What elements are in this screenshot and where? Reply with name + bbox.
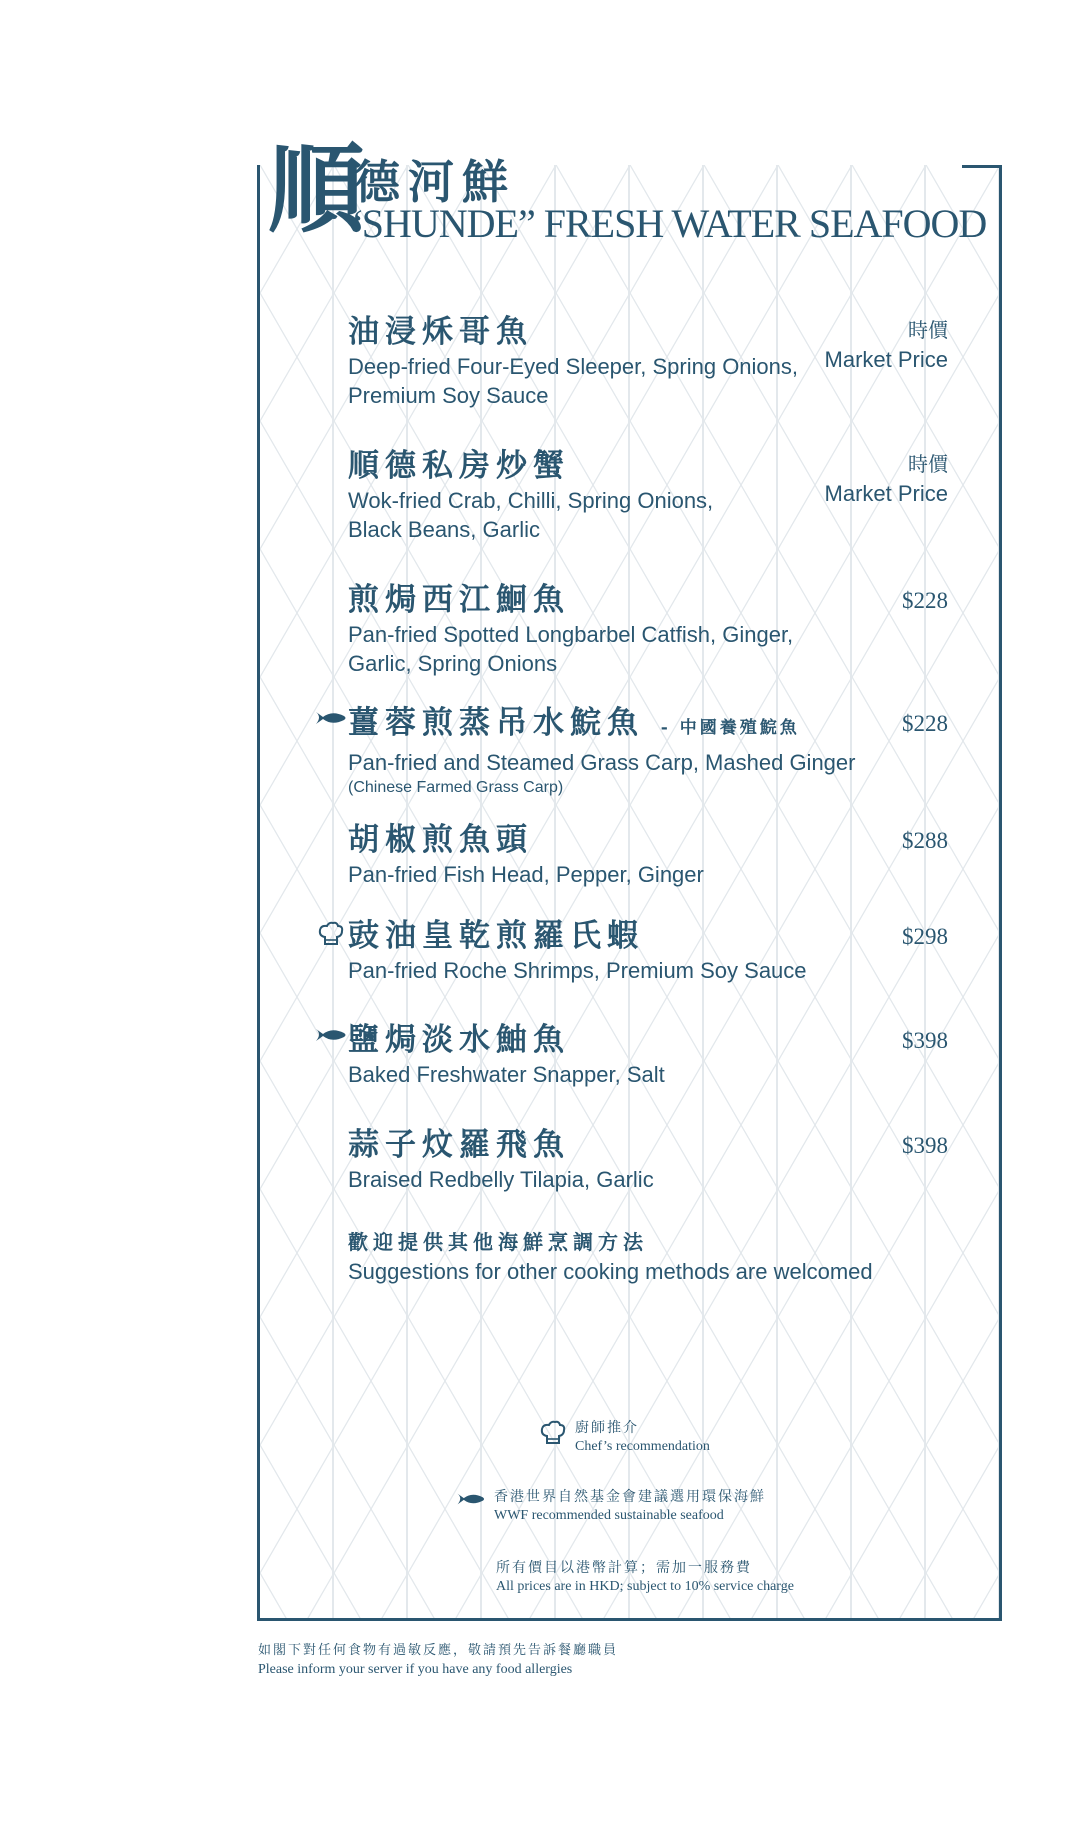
title-chinese: 德河鮮 xyxy=(354,155,516,209)
item-name-en-2: Premium Soy Sauce xyxy=(348,383,549,408)
item-name-zh: 胡椒煎魚頭 xyxy=(348,822,533,858)
item-price: $298 xyxy=(902,924,948,949)
menu-item xyxy=(348,703,948,799)
item-name-en: Deep-fried Four-Eyed Sleeper, Spring Onions, xyxy=(348,354,799,379)
item-price xyxy=(808,446,948,508)
item-name-en: Pan-fried Spotted Longbarbel Catfish, Ginger, xyxy=(348,622,794,647)
legend-wwf-en: WWF recommended sustainable seafood xyxy=(494,1508,724,1523)
menu-item xyxy=(348,580,948,678)
item-name-en: Wok-fried Crab, Chilli, Spring Onions, xyxy=(348,488,714,513)
item-price: $228 xyxy=(902,588,948,613)
price-zh: 時價 xyxy=(908,318,948,342)
item-note-en: (Chinese Farmed Grass Carp) xyxy=(348,779,564,796)
fish-icon xyxy=(314,708,348,728)
legend-chef-zh: 廚師推介 xyxy=(575,1420,639,1436)
item-name-en-2: Garlic, Spring Onions xyxy=(348,651,558,676)
item-price: $398 xyxy=(902,1133,948,1158)
item-note-zh: - 中國養殖鯇魚 xyxy=(660,718,800,738)
title-big-char: 順 xyxy=(268,133,362,246)
item-name-en: Pan-fried Roche Shrimps, Premium Soy Sauce xyxy=(348,958,807,983)
item-name-zh: 豉油皇乾煎羅氏蝦 xyxy=(348,918,644,954)
legend-wwf-zh: 香港世界自然基金會建議選用環保海鮮 xyxy=(494,1489,766,1505)
price-en: Market Price xyxy=(824,347,948,372)
title-english: “SHUNDE” FRESH WATER SEAFOOD xyxy=(345,201,987,246)
legend-price-zh: 所有價目以港幣計算；需加一服務費 xyxy=(496,1560,752,1576)
allergy-footer xyxy=(258,1641,618,1679)
item-name-en: Pan-fried Fish Head, Pepper, Ginger xyxy=(348,862,704,887)
suggestion-note xyxy=(348,1227,873,1287)
legend-wwf xyxy=(494,1487,766,1525)
item-price: $398 xyxy=(902,1028,948,1053)
item-price xyxy=(808,312,948,374)
frame-corner xyxy=(962,165,1002,168)
menu-item xyxy=(348,916,948,985)
menu-item xyxy=(348,820,948,889)
item-price: $288 xyxy=(902,828,948,853)
menu-item xyxy=(348,446,948,544)
item-name-en: Braised Redbelly Tilapia, Garlic xyxy=(348,1167,654,1192)
menu-item xyxy=(348,1125,948,1194)
fish-icon xyxy=(455,1490,487,1508)
legend-chef-en: Chef’s recommendation xyxy=(575,1439,710,1454)
item-name-zh: 蒜子炆羅飛魚 xyxy=(348,1127,570,1163)
footer-zh: 如閣下對任何食物有過敏反應，敬請預先告訴餐廳職員 xyxy=(258,1643,619,1658)
item-name-zh: 順德私房炒蟹 xyxy=(348,448,570,484)
legend-price xyxy=(496,1558,794,1596)
menu-item xyxy=(348,312,948,410)
item-name-zh: 鹽焗淡水鮋魚 xyxy=(348,1022,570,1058)
item-name-zh-text: 薑蓉煎蒸吊水鯇魚 xyxy=(348,705,644,741)
suggestion-zh: 歡迎提供其他海鮮烹調方法 xyxy=(348,1230,648,1254)
legend-chef xyxy=(575,1418,710,1456)
fish-icon xyxy=(314,1025,348,1045)
item-name-en-2: Black Beans, Garlic xyxy=(348,517,540,542)
price-zh: 時價 xyxy=(908,452,948,476)
price-en: Market Price xyxy=(824,481,948,506)
item-price: $228 xyxy=(902,711,948,736)
item-name-zh: 油浸秌哥魚 xyxy=(348,314,533,350)
footer-en: Please inform your server if you have any food allergies xyxy=(258,1662,573,1677)
item-name-en: Baked Freshwater Snapper, Salt xyxy=(348,1062,665,1087)
chef-hat-icon xyxy=(540,1420,566,1446)
item-name-zh: 煎焗西江鮰魚 xyxy=(348,582,570,618)
item-name-en: Pan-fried and Steamed Grass Carp, Mashed Ginger xyxy=(348,750,856,775)
menu-item xyxy=(348,1020,948,1089)
suggestion-en: Suggestions for other cooking methods are welcomed xyxy=(348,1259,873,1284)
legend-price-en: All prices are in HKD; subject to 10% service charge xyxy=(496,1579,794,1594)
chef-hat-icon xyxy=(318,921,344,947)
